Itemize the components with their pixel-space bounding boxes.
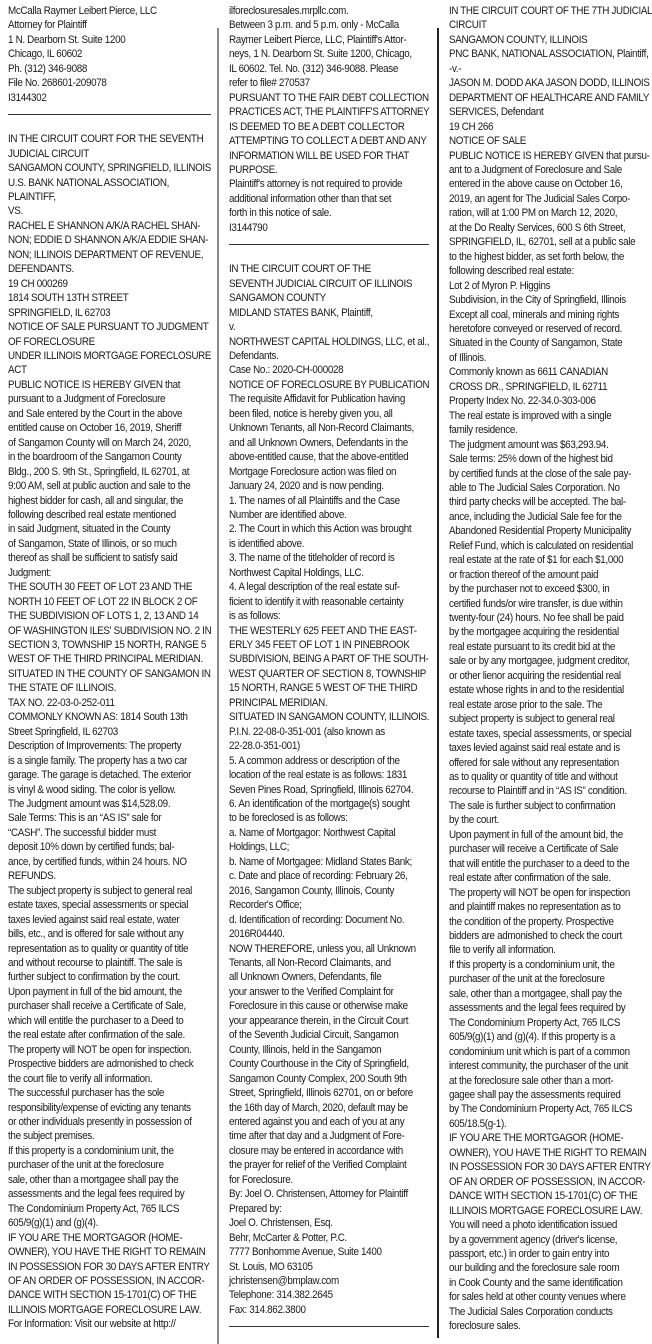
notice-text-line: IN THE CIRCUIT COURT OF THE <box>229 263 371 276</box>
notice-text-line: by The Condominium Property Act, 765 ILCS <box>449 1103 633 1116</box>
notice-text-line: jchristensen@bmplaw.com <box>229 1274 339 1287</box>
notice-text-line: the condition of the property. Prospective <box>449 915 614 928</box>
notice-text-line: 22-28.0-351-001) <box>229 740 300 753</box>
notice-text-line: 5. A common address or description of the <box>229 754 400 767</box>
notice-text-line: Tenants, all Non-Record Claimants, and <box>229 957 391 969</box>
notice-text-line: purchaser shall receive a Certificate of Sale, <box>8 1000 186 1013</box>
notice-text-line: THE WESTERLY 625 FEET AND THE EAST- <box>229 624 417 637</box>
notice-text-line: neys, 1 N. Dearborn St. Suite 1200, Chicago, <box>229 48 412 61</box>
notice-text-line: heretofore conveyed or reserved of record. <box>449 322 623 335</box>
notice-text-line: of the Seventh Judicial Circuit, Sangamon <box>229 1029 399 1042</box>
notice-text-line: ficient to identify it with reasonable certainty <box>229 595 404 608</box>
notice-text-line: Foreclosure in this cause or otherwise make <box>229 1000 408 1013</box>
notice-text-line: Street, Springfield, Illinois 62701, on or before <box>229 1087 413 1100</box>
notice-text-line: Mortgage Foreclosure action was filed on <box>229 465 397 478</box>
notice-text-line: CIRCUIT <box>449 19 487 32</box>
notice-text-line: sale, other than a mortgagee, shall pay the <box>449 987 622 1000</box>
notice-text-line: PNC BANK, NATIONAL ASSOCIATION, Plaintiff, <box>449 48 649 61</box>
notice-text-line: DANCE WITH SECTION 15-1701(C) OF THE <box>8 1289 197 1302</box>
notice-text-line: Sale terms: 25% down of the highest bid <box>449 453 613 466</box>
notice-text-line: Raymer Leibert Pierce, LLC, Plaintiff's Attor- <box>229 33 407 46</box>
notice-text-line: DANCE WITH SECTION 15-1701(C) OF THE <box>449 1190 638 1203</box>
notice-text-line: IN THE CIRCUIT COURT FOR THE SEVENTH <box>8 133 204 146</box>
notice-text-line: all Unknown Owners, Defendants, file <box>229 971 382 984</box>
notice-text-line: real estate arose prior to the sale. The <box>449 698 603 711</box>
notice-text-line: McCalla Raymer Leibert Pierce, LLC <box>8 5 157 17</box>
notice-text-line: OF AN ORDER OF POSSESSION, IN ACCOR- <box>8 1274 205 1287</box>
notice-text-line: IN THE CIRCUIT COURT OF THE 7TH JUDICIAL <box>449 5 652 17</box>
notice-text-line: purchaser of the unit at the foreclosure <box>449 973 605 986</box>
notice-text-line: The subject property is subject to general real <box>8 884 193 897</box>
notice-text-line: by the purchaser not to exceed $300, in <box>449 583 610 596</box>
column-divider <box>437 28 439 1338</box>
notice-text-line: WEST QUARTER OF SECTION 8, TOWNSHIP <box>229 667 427 680</box>
notice-text-line: NOTICE OF FORECLOSURE BY PUBLICATION <box>229 378 430 391</box>
notice-text-line: THE STATE OF ILLINOIS. <box>8 682 116 695</box>
notice-text-line: OF FORECLOSURE <box>8 335 95 348</box>
notice-text-line: taxes levied against said real estate, water <box>8 913 180 926</box>
notice-text-line: Plaintiff's attorney is not required to provide <box>229 178 403 191</box>
notice-text-line: real estate at the rate of $1 for each $1,000 <box>449 554 624 567</box>
notice-text-line: offered for sale without any representation <box>449 756 619 769</box>
notice-text-line: Northwest Capital Holdings, LLC. <box>229 566 364 579</box>
column-2 <box>229 4 429 1327</box>
notice-text-line: SANGAMON COUNTY, SPRINGFIELD, ILLINOIS <box>8 162 211 175</box>
notice-text-line: The Condominium Property Act, 765 ILCS <box>8 1202 180 1215</box>
notice-text-line: and all Unknown Owners, Defendants in the <box>229 436 408 449</box>
notice-text-line: by the court. <box>449 814 499 827</box>
notice-text-line: our building and the foreclosure sale room <box>449 1262 620 1275</box>
column-3 <box>449 4 652 1334</box>
notice-text-line: ance, by certified funds, within 24 hours. NO <box>8 855 187 868</box>
notice-text-line: SUBDIVISION, BEING A PART OF THE SOUTH- <box>229 653 429 666</box>
notice-text-line: 1. The names of all Plaintiffs and the Case <box>229 494 400 507</box>
column-1 <box>8 4 211 1332</box>
notice-text-line: as to quality or quantity of title and without <box>449 771 618 784</box>
notice-text-line: at the foreclosure sale other than a mort- <box>449 1074 614 1087</box>
notice-text-line: foreclosure sales. <box>449 1320 521 1333</box>
notice-text-line: Upon payment in full of the bid amount, the <box>8 985 182 998</box>
notice-text-line: PRINCIPAL MERIDIAN. <box>229 696 328 709</box>
notice-text-line: gagee shall pay the assessments required <box>449 1088 621 1101</box>
notice-text-line: IL 60602. Tel. No. (312) 346-9088. Please <box>229 62 399 75</box>
notice-text-line: I3144302 <box>8 91 47 104</box>
notice-text-line: SEVENTH JUDICIAL CIRCUIT OF ILLINOIS <box>229 277 413 290</box>
notice-text-line: estate taxes, special assessments, or special <box>449 727 632 740</box>
legal-notice <box>8 132 211 1332</box>
notice-text-line: file to verify all information. <box>449 944 556 957</box>
notice-separator-rule <box>8 114 211 115</box>
notice-text-line: the real estate after confirmation of the sale. <box>8 1029 185 1042</box>
notice-text-line: ant to a Judgment of Foreclosure and Sale <box>449 163 622 176</box>
column-divider <box>217 28 219 1344</box>
notice-text-line: Relief Fund, which is calculated on residential <box>449 539 634 552</box>
notice-text-line: 19 CH 266 <box>449 120 494 133</box>
notice-text-line: COMMONLY KNOWN AS: 1814 South 13th <box>8 711 188 724</box>
notice-text-line: which will entitle the purchaser to a Deed to <box>8 1014 184 1027</box>
notice-text-line: refer to file# 270537 <box>229 77 310 90</box>
notice-text-line: OF AN ORDER OF POSSESSION, IN ACCOR- <box>449 1175 646 1188</box>
notice-text-line: “CASH”. The successful bidder must <box>8 826 157 839</box>
notice-text-line: NORTHWEST CAPITAL HOLDINGS, LLC, et al., <box>229 335 430 348</box>
notice-text-line: If this property is a condominium unit, the <box>449 958 615 971</box>
notice-text-line: and plaintiff makes no representation as to <box>449 901 621 914</box>
notice-text-line: County, Illinois, held in the Sangamon <box>229 1043 382 1056</box>
notice-text-line: 3. The name of the titleholder of record is <box>229 552 395 565</box>
notice-text-line: ILLINOIS MORTGAGE FORECLOSURE LAW. <box>449 1204 643 1217</box>
notice-text-line: DEFENDANTS. <box>8 263 74 276</box>
notice-text-line: VS. <box>8 205 23 218</box>
notice-text-line: following described real estate: <box>449 265 574 278</box>
notice-text-line: Seven Pines Road, Springfield, Illinois 62704. <box>229 783 414 796</box>
notice-text-line: by a government agency (driver's license, <box>449 1233 618 1246</box>
notice-text-line: is a single family. The property has a two car <box>8 754 188 767</box>
notice-text-line: IF YOU ARE THE MORTGAGOR (HOME- <box>449 1132 624 1145</box>
notice-text-line: to be foreclosed is as follows: <box>229 812 348 825</box>
legal-notice <box>449 4 652 1334</box>
notice-text-line: THE SUBDIVISION OF LOTS 1, 2, 13 AND 14 <box>8 610 199 623</box>
notice-text-line: 4. A legal description of the real estate suf- <box>229 581 400 594</box>
notice-text-line: Chicago, IL 60602 <box>8 48 83 61</box>
notice-text-line: PURSUANT TO THE FAIR DEBT COLLECTION <box>229 91 429 104</box>
notice-text-line: b. Name of Mortgagee: Midland States Bank; <box>229 855 412 868</box>
notice-text-line: the subject premises. <box>8 1130 95 1143</box>
notice-text-line: The sale is further subject to confirmation <box>449 799 616 812</box>
notice-text-line: been filed, notice is hereby given you, all <box>229 407 393 420</box>
notice-text-line: twenty-four (24) hours. No fee shall be paid <box>449 612 624 625</box>
notice-text-line: Sangamon County Complex, 200 South 9th <box>229 1072 407 1085</box>
notice-text-line: family residence. <box>449 424 518 437</box>
notice-text-line: Sale Terms: This is an “AS IS” sale for <box>8 812 162 825</box>
notice-text-line: Joel O. Christensen, Esq. <box>229 1217 333 1230</box>
notice-text-line: 2016R04440. <box>229 928 285 941</box>
notice-text-line: entitled cause on October 16, 2019, Sheriff <box>8 422 182 435</box>
notice-text-line: pursuant to a Judgment of Foreclosure <box>8 393 166 406</box>
notice-text-line: real estate after confirmation of the sale. <box>449 872 611 885</box>
notice-text-line: Holdings, LLC; <box>229 841 290 854</box>
notice-text-line: SPRINGFIELD, IL, 62701, sell at a public sale <box>449 236 636 249</box>
notice-text-line: PUBLIC NOTICE IS HEREBY GIVEN that pursu- <box>449 149 650 162</box>
notice-text-line: The Condominium Property Act, 765 ILCS <box>449 1016 621 1029</box>
notice-text-line: Street Springfield, IL 62703 <box>8 725 118 738</box>
notice-text-line: real estate pursuant to its credit bid at the <box>449 640 616 653</box>
notice-text-line: is identified above. <box>229 537 305 550</box>
notice-text-line: Prospective bidders are admonished to check <box>8 1058 194 1071</box>
notice-text-line: PURPOSE. <box>229 163 278 176</box>
notice-text-line: third party checks will be accepted. The bal- <box>449 496 626 509</box>
notice-text-line: responsibility/expense of evicting any tenants <box>8 1101 191 1114</box>
notice-text-line: v. <box>229 321 236 334</box>
notice-text-line: MIDLAND STATES BANK, Plaintiff, <box>229 306 373 319</box>
notice-text-line: of Illinois. <box>449 351 487 364</box>
notice-text-line: in the boardroom of the Sangamon County <box>8 451 182 464</box>
notice-text-line: Unknown Tenants, all Non-Record Claimants, <box>229 422 414 435</box>
notice-text-line: in Cook County and the same identification <box>449 1276 623 1289</box>
notice-text-line: Commonly known as 6611 CANADIAN <box>449 366 608 379</box>
notice-text-line: The Judicial Sales Corporation conducts <box>449 1305 613 1318</box>
notice-text-line: condominium unit which is part of a common <box>449 1045 630 1058</box>
notice-text-line: Property Index No. 22-34.0-303-006 <box>449 395 596 408</box>
notice-text-line: 2019, an agent for The Judicial Sales Corpo- <box>449 192 631 205</box>
notice-text-line: PLAINTIFF, <box>8 190 56 203</box>
notice-text-line: by certified funds at the close of the sale pay- <box>449 467 632 480</box>
notice-text-line: location of the real estate is as follows: 1831 <box>229 769 408 782</box>
notice-text-line: to the highest bidder, as set forth below, the <box>449 250 625 263</box>
notice-text-line: Telephone: 314.382.2645 <box>229 1289 333 1302</box>
notice-text-line: ration, will at 1:00 PM on March 12, 2020, <box>449 207 618 220</box>
notice-text-line: File No. 268601-209078 <box>8 77 107 90</box>
notice-text-line: CROSS DR., SPRINGFIELD, IL 62711 <box>449 380 608 393</box>
notice-text-line: Judgment: <box>8 566 52 579</box>
notice-text-line: is vinyl & wood siding. The color is yellow. <box>8 783 176 796</box>
notice-text-line: IN POSSESSION FOR 30 DAYS AFTER ENTRY <box>8 1260 210 1273</box>
notice-text-line: Subdivision, in the City of Springfield, Illinois <box>449 294 626 307</box>
notice-text-line: 2016, Sangamon County, Illinois, County <box>229 884 395 897</box>
notice-text-line: THE SOUTH 30 FEET OF LOT 23 AND THE <box>8 581 193 594</box>
notice-text-line: Ph. (312) 346-9088 <box>8 62 88 75</box>
notice-text-line: of Sangamon County will on March 24, 2020, <box>8 436 191 449</box>
notice-text-line: time after that day and a Judgment of Fore- <box>229 1130 405 1143</box>
notice-text-line: OWNER), YOU HAVE THE RIGHT TO REMAIN <box>449 1146 647 1159</box>
notice-text-line: 6. An identification of the mortgage(s) sought <box>229 798 410 811</box>
notice-text-line: NOTICE OF SALE PURSUANT TO JUDGMENT <box>8 321 209 334</box>
notice-text-line: St. Louis, MO 63105 <box>229 1260 313 1273</box>
notice-text-line: additional information other than that set <box>229 192 392 205</box>
notice-text-line: If this property is a condominium unit, the <box>8 1144 174 1157</box>
notice-text-line: NORTH 10 FEET OF LOT 22 IN BLOCK 2 OF <box>8 595 198 608</box>
notice-text-line: subject property is subject to general real <box>449 713 615 726</box>
notice-text-line: 7777 Bonhomme Avenue, Suite 1400 <box>229 1246 382 1259</box>
notice-text-line: by the mortgagee acquiring the residential <box>449 626 619 639</box>
notice-text-line: certified funds/or wire transfer, is due within <box>449 597 623 610</box>
notice-text-line: Fax: 314.862.3800 <box>229 1303 306 1316</box>
notice-text-line: 2. The Court in which this Action was brought <box>229 523 412 536</box>
notice-text-line: JASON M. DODD AKA JASON DODD, ILLINOIS <box>449 77 650 90</box>
notice-text-line: c. Date and place of recording: February 26, <box>229 870 408 883</box>
notice-text-line: County Courthouse in the City of Springfield, <box>229 1058 409 1071</box>
notice-text-line: 605/9(g)(1) and (g)(4). <box>8 1217 98 1230</box>
notice-text-line: able to The Judicial Sales Corporation. No <box>449 481 620 494</box>
notice-text-line: SITUATED IN THE COUNTY OF SANGAMON IN <box>8 667 211 680</box>
notice-text-line: TAX NO. 22-03-0-252-011 <box>8 696 115 709</box>
notice-text-line: purchaser of the unit at the foreclosure <box>8 1159 164 1172</box>
notice-text-line: 15 NORTH, RANGE 5 WEST OF THE THIRD <box>229 682 418 695</box>
notice-text-line: Abandoned Residential Property Municipality <box>449 525 632 538</box>
notice-text-line: entered against you and each of you at any <box>229 1115 405 1128</box>
notice-text-line: garage. The garage is detached. The exterior <box>8 769 192 782</box>
notice-text-line: 1814 SOUTH 13TH STREET <box>8 292 129 305</box>
notice-text-line: a. Name of Mortgagor: Northwest Capital <box>229 826 396 839</box>
notice-text-line: Situated in the County of Sangamon, State <box>449 337 623 350</box>
legal-notice <box>229 4 429 235</box>
notice-text-line: IS DEEMED TO BE A DEBT COLLECTOR <box>229 120 405 133</box>
notice-text-line: For Information: Visit our website at http:// <box>8 1318 176 1331</box>
notice-text-line: Defendants. <box>229 349 279 362</box>
notice-text-line: January 24, 2020 and is now pending. <box>229 480 384 493</box>
notice-text-line: sale or by any mortgagee, judgment creditor, <box>449 655 630 668</box>
notice-text-line: The real estate is improved with a single <box>449 409 612 422</box>
notice-text-line: NON; EDDIE D SHANNON A/K/A EDDIE SHAN- <box>8 234 209 247</box>
notice-text-line: estate taxes, special assessments or special <box>8 899 189 912</box>
notice-text-line: Description of Improvements: The property <box>8 740 182 753</box>
notice-text-line: ance, including the Judicial Sale fee for the <box>449 510 622 523</box>
notice-text-line: The successful purchaser has the sole <box>8 1087 165 1100</box>
notice-text-line: IN POSSESSION FOR 30 DAYS AFTER ENTRY <box>449 1161 651 1174</box>
notice-text-line: highest bidder for cash, all and singular, the <box>8 494 184 507</box>
notice-text-line: d. Identification of recording: Document No. <box>229 913 405 926</box>
notice-text-line: recourse to Plaintiff and in “AS IS” condition. <box>449 785 627 798</box>
notice-text-line: PUBLIC NOTICE IS HEREBY GIVEN that <box>8 378 181 391</box>
legal-notice <box>8 4 211 105</box>
notice-text-line: the court file to verify all information. <box>8 1072 153 1085</box>
notice-text-line: for sales held at other county venues where <box>449 1291 626 1304</box>
notice-text-line: following described real estate mentioned <box>8 508 176 521</box>
notice-text-line: DEPARTMENT OF HEALTHCARE AND FAMILY <box>449 91 650 104</box>
notice-text-line: ILLINOIS MORTGAGE FORECLOSURE LAW. <box>8 1303 202 1316</box>
notice-text-line: The requisite Affidavit for Publication having <box>229 393 405 406</box>
notice-text-line: WEST OF THE THIRD PRINCIPAL MERIDIAN. <box>8 653 203 666</box>
notice-text-line: bidders are admonished to check the court <box>449 930 622 942</box>
notice-text-line: Except all coal, minerals and mining rights <box>449 308 620 321</box>
notice-text-line: interest community, the purchaser of the unit <box>449 1060 629 1073</box>
notice-text-line: or fraction thereof of the amount paid <box>449 568 599 581</box>
notice-text-line: Upon payment in full of the amount bid, the <box>449 828 623 841</box>
notice-text-line: ilforeclosuresales.mrpllc.com. <box>229 5 349 17</box>
notice-text-line: your answer to the Verified Complaint for <box>229 985 394 998</box>
notice-text-line: 1 N. Dearborn St. Suite 1200 <box>8 33 126 46</box>
notice-text-line: ACT <box>8 364 27 377</box>
notice-text-line: OWNER), YOU HAVE THE RIGHT TO REMAIN <box>8 1246 206 1259</box>
notice-text-line: The judgment amount was $63,293.94. <box>449 438 609 451</box>
notice-text-line: NOTICE OF SALE <box>449 135 527 148</box>
notice-text-line: SANGAMON COUNTY <box>229 292 326 305</box>
notice-text-line: SERVICES, Defendant <box>449 106 544 119</box>
notice-text-line: Recorder's Office; <box>229 899 302 912</box>
notice-text-line: Between 3 p.m. and 5 p.m. only - McCalla <box>229 19 399 32</box>
notice-text-line: RACHEL E SHANNON A/K/A RACHEL SHAN- <box>8 219 201 232</box>
notice-text-line: JUDICIAL CIRCUIT <box>8 147 89 160</box>
notice-text-line: assessments and the legal fees required by <box>449 1002 626 1015</box>
notice-text-line: The property will NOT be open for inspection <box>449 886 631 899</box>
notice-text-line: bills, etc., and is offered for sale without any <box>8 928 184 941</box>
notice-text-line: deposit 10% down by certified funds; bal- <box>8 841 175 854</box>
notice-text-line: SECTION 3, TOWNSHIP 15 NORTH, RANGE 5 <box>8 639 207 652</box>
notice-text-line: the prayer for relief of the Verified Complaint <box>229 1159 407 1172</box>
notice-text-line: passport, etc.) in order to gain entry into <box>449 1247 610 1260</box>
notice-text-line: 605/9(g)(1) and (g)(4). If this property is a <box>449 1031 616 1044</box>
notice-text-line: your appearance therein, in the Circuit Court <box>229 1014 409 1027</box>
notice-text-line: estate whose rights in and to the residential <box>449 684 624 697</box>
notice-text-line: or other lienor acquiring the residential real <box>449 669 621 682</box>
notice-text-line: ATTEMPTING TO COLLECT A DEBT AND ANY <box>229 135 427 148</box>
notice-text-line: Prepared by: <box>229 1202 282 1215</box>
notice-text-line: NOW THEREFORE, unless you, all Unknown <box>229 942 416 955</box>
legal-notice <box>229 262 429 1317</box>
notice-text-line: Lot 2 of Myron P. Higgins <box>449 279 551 292</box>
notice-text-line: SITUATED IN SANGAMON COUNTY, ILLINOIS. <box>229 711 430 724</box>
notice-text-line: The Judgment amount was $14,528.09. <box>8 798 171 811</box>
notice-text-line: closure may be entered in accordance with <box>229 1144 403 1157</box>
notice-text-line: the 16th day of March, 2020, default may be <box>229 1101 408 1114</box>
notice-text-line: NON; ILLINOIS DEPARTMENT OF REVENUE, <box>8 248 204 261</box>
notice-text-line: Case No.: 2020-CH-000028 <box>229 364 344 377</box>
notice-text-line: in said Judgment, situated in the County <box>8 523 171 536</box>
notice-text-line: of Sangamon, State of Illinois, or so much <box>8 537 177 550</box>
notice-text-line: Number are identified above. <box>229 508 347 521</box>
notice-text-line: at the Do Realty Services, 600 S 6th Street, <box>449 221 626 234</box>
notice-text-line: purchaser will receive a Certificate of Sale <box>449 843 619 856</box>
notice-text-line: or other individuals presently in possession of <box>8 1115 192 1128</box>
notice-text-line: I3144790 <box>229 221 268 234</box>
notice-text-line: OF WASHINGTON ILES' SUBDIVISION NO. 2 IN <box>8 624 212 637</box>
notice-separator-rule <box>229 1326 429 1327</box>
notice-text-line: forth in this notice of sale. <box>229 207 332 220</box>
notice-text-line: further subject to confirmation by the court. <box>8 971 181 984</box>
notice-text-line: assessments and the legal fees required by <box>8 1188 185 1201</box>
notice-text-line: 605/18.5(g-1). <box>449 1117 507 1130</box>
notice-separator-rule <box>229 244 429 245</box>
notice-text-line: SANGAMON COUNTY, ILLINOIS <box>449 33 588 46</box>
notice-text-line: UNDER ILLINOIS MORTGAGE FORECLOSURE <box>8 349 212 362</box>
notice-text-line: You will need a photo identification issued <box>449 1219 618 1232</box>
notice-text-line: REFUNDS. <box>8 870 56 883</box>
notice-text-line: P.I.N. 22-08-0-351-001 (also known as <box>229 725 385 738</box>
notice-text-line: 19 CH 000269 <box>8 277 68 290</box>
notice-text-line: that will entitle the purchaser to a deed to the <box>449 857 630 870</box>
notice-text-line: representation as to quality or quantity of title <box>8 942 189 955</box>
notice-text-line: SPRINGFIELD, IL 62703 <box>8 306 111 319</box>
notice-text-line: 9:00 AM, sell at public auction and sale to the <box>8 480 191 493</box>
notice-text-line: INFORMATION WILL BE USED FOR THAT <box>229 149 409 162</box>
notice-text-line: sale, other than a mortgagee shall pay the <box>8 1173 179 1186</box>
notice-text-line: and without recourse to plaintiff. The sale is <box>8 957 183 969</box>
notice-text-line: and Sale entered by the Court in the above <box>8 407 183 420</box>
notice-text-line: Behr, McCarter & Potter, P.C. <box>229 1231 347 1244</box>
notice-text-line: PRACTICES ACT, THE PLAINTIFF'S ATTORNEY <box>229 106 430 119</box>
notice-text-line: -v.- <box>449 62 462 75</box>
notice-text-line: Bldg., 200 S. 9th St., Springfield, IL 62701, at <box>8 465 190 478</box>
notice-text-line: above-entitled cause, that the above-entitled <box>229 451 409 464</box>
notice-text-line: entered in the above cause on October 16, <box>449 178 623 191</box>
notice-text-line: By: Joel O. Christensen, Attorney for Plaintiff <box>229 1188 408 1201</box>
notice-text-line: IF YOU ARE THE MORTGAGOR (HOME- <box>8 1231 183 1244</box>
notice-text-line: U.S. BANK NATIONAL ASSOCIATION, <box>8 176 170 189</box>
notice-text-line: for Foreclosure. <box>229 1173 293 1186</box>
notice-text-line: taxes levied against said real estate and is <box>449 742 620 755</box>
notice-text-line: ERLY 345 FEET OF LOT 1 IN PINEBROOK <box>229 639 410 652</box>
notice-text-line: The property will NOT be open for inspection. <box>8 1043 192 1056</box>
notice-text-line: thereof as shall be sufficient to satisfy said <box>8 552 178 565</box>
notice-text-line: is as follows: <box>229 610 281 623</box>
notice-text-line: Attorney for Plaintiff <box>8 19 87 32</box>
